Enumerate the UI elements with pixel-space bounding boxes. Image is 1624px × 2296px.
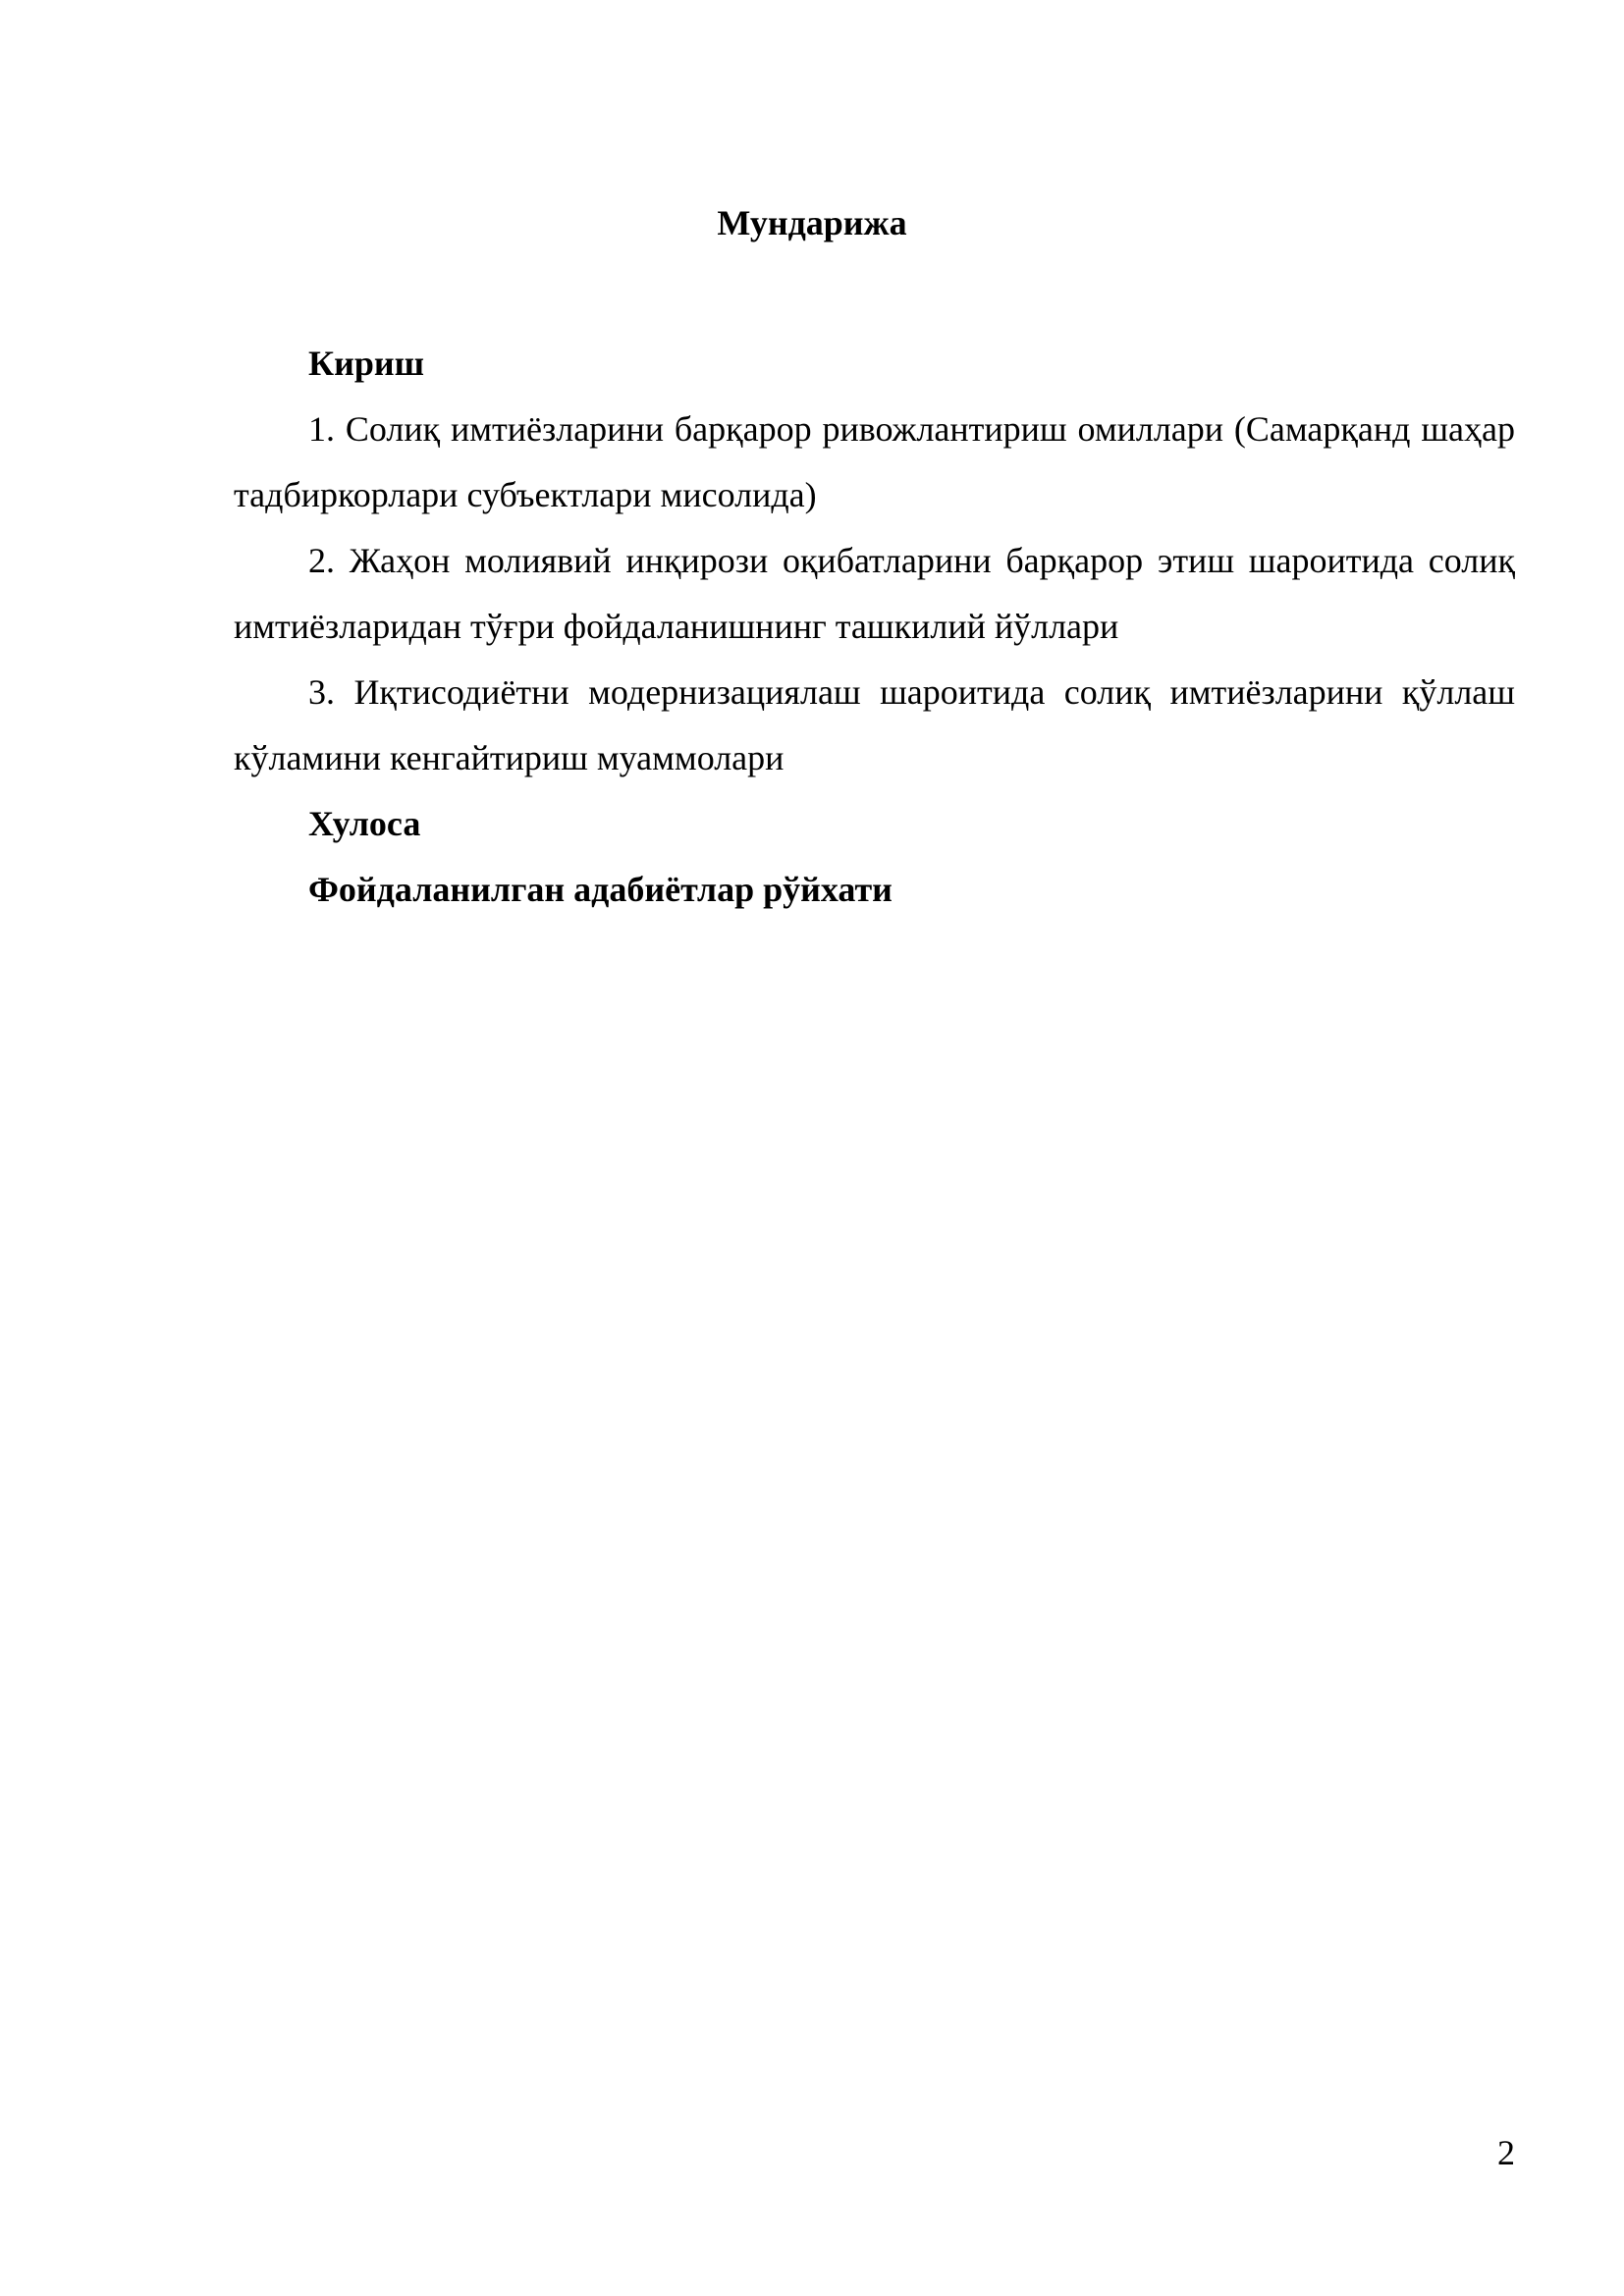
toc-entry-chapter-3: 3. Иқтисодиётни модернизациялаш шароитида солиқ имтиёзларини қўллаш кўламини кенгайтириш муаммолари xyxy=(234,672,1515,777)
toc-entry-references: Фойдаланилган адабиётлар рўйхати xyxy=(308,870,893,909)
table-of-contents xyxy=(234,331,1515,923)
toc-entry-introduction: Кириш xyxy=(308,344,425,383)
page-title: Мундарижа xyxy=(717,203,907,242)
toc-entry-chapter-1: 1. Солиқ имтиёзларини барқарор ривожлантириш омиллари (Самарқанд шаҳар тадбиркорлари субъектлари мисолида) xyxy=(234,409,1515,514)
toc-entry-chapter-2: 2. Жаҳон молиявий инқирози оқибатларини барқарор этиш шароитида солиқ имтиёзларидан тўғри фойдаланишнинг ташкилий йўллари xyxy=(234,541,1515,646)
toc-entry-conclusion: Хулоса xyxy=(308,804,421,843)
page-number: 2 xyxy=(1497,2133,1515,2172)
